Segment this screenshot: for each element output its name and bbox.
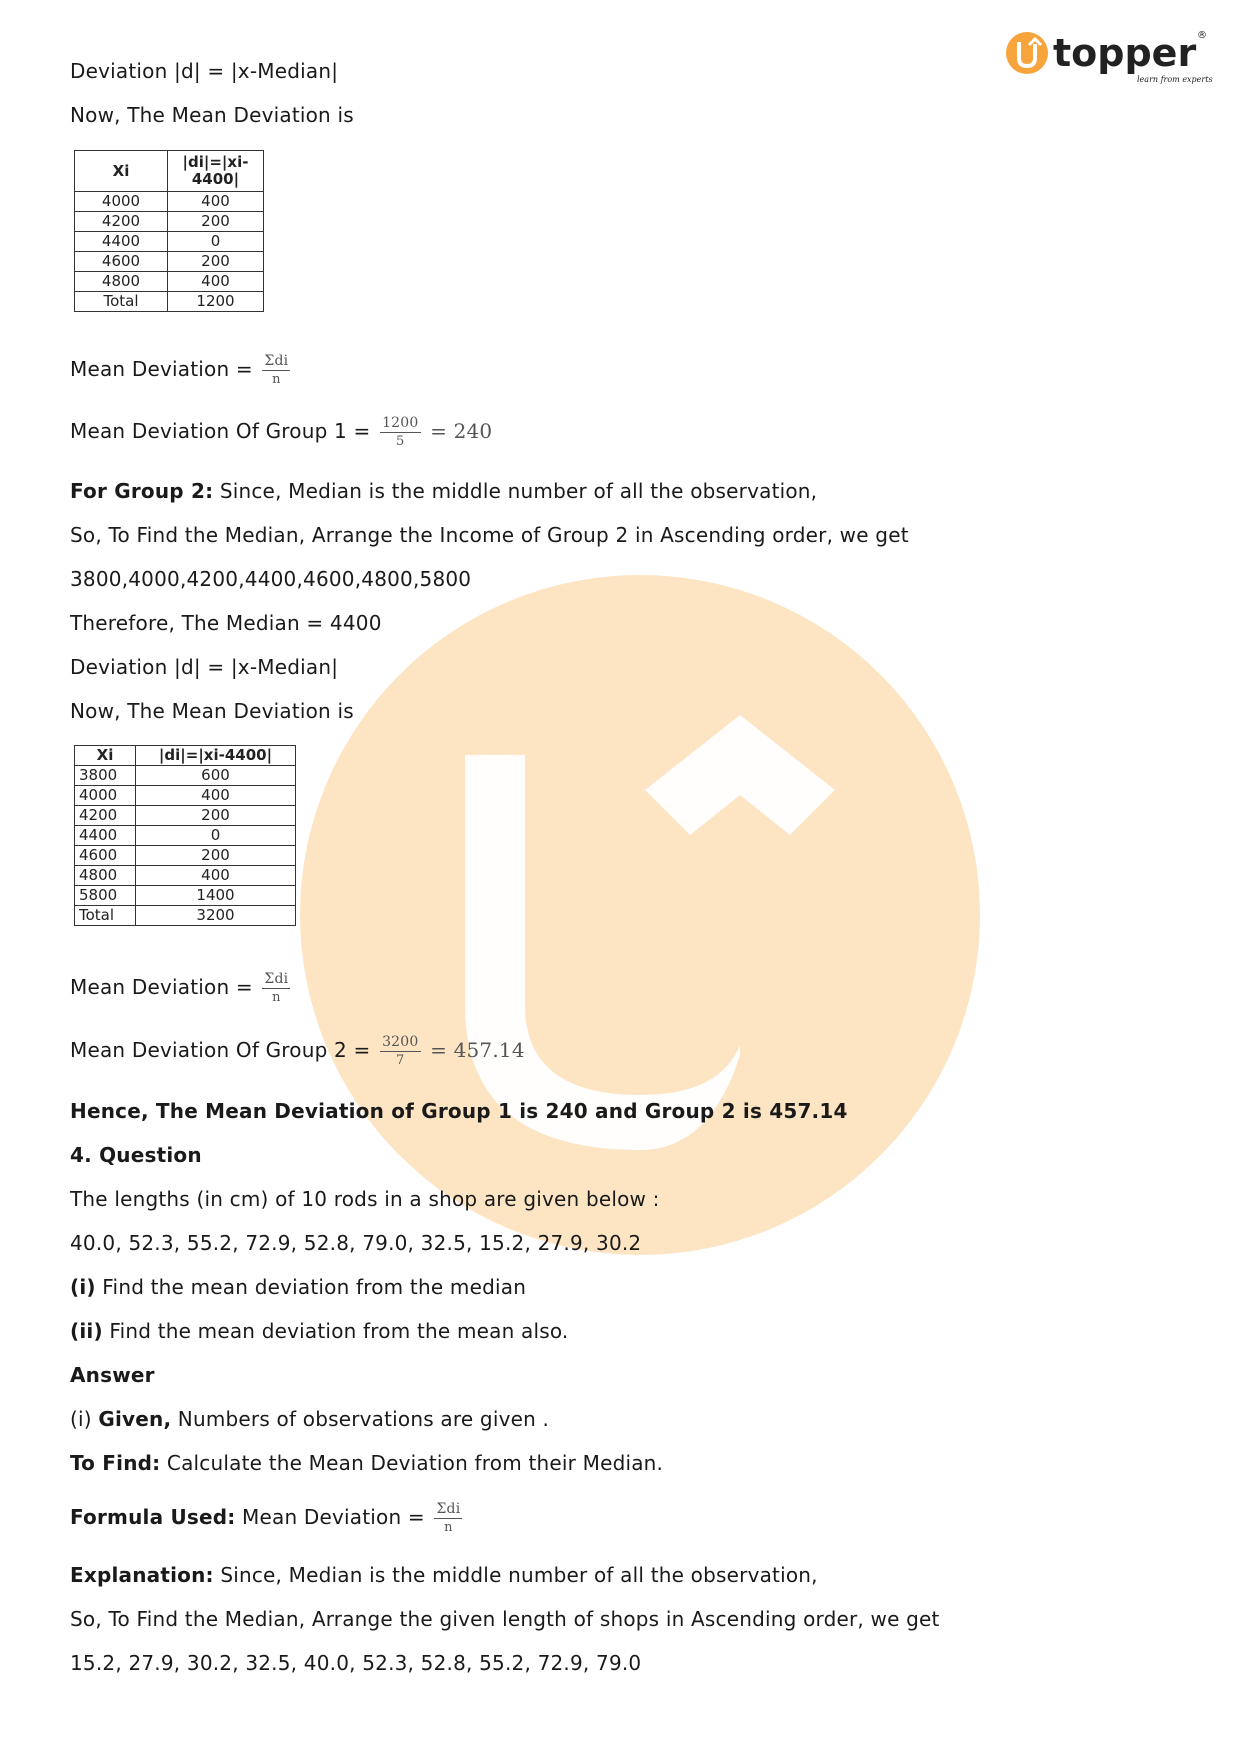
mean-deviation-intro-1: Now, The Mean Deviation is [70,103,354,127]
group2-fraction: $\frac{3200}{7}$ [382,1034,419,1068]
mean-deviation-intro-2: Now, The Mean Deviation is [70,699,354,723]
table-row [75,212,264,232]
table-cell: 400 [168,272,264,292]
group2-arrange: So, To Find the Median, Arrange the Income of Group 2 in Ascending order, we get [70,523,909,547]
mean-deviation-formula-2: Mean Deviation = $\frac{\text{Σdi}}{n}$ [70,971,289,1005]
table-cell: 4400 [75,232,168,252]
header-xi: Xi [75,151,168,192]
group1-table [74,150,264,312]
table-row [75,806,296,826]
table-cell: 200 [136,806,296,826]
table-cell: 600 [136,766,296,786]
table-cell: 4200 [75,212,168,232]
to-find-line: To Find: Calculate the Mean Deviation from their Median. [70,1451,664,1475]
table-cell: 0 [168,232,264,252]
formula-used-line: Formula Used: Mean Deviation = $\frac{\text{Σdi}}{n}$ [70,1501,461,1535]
table-row [75,866,296,886]
table-cell: 1200 [168,292,264,312]
question-heading: 4. Question [70,1143,202,1167]
group2-sequence: 3800,4000,4200,4400,4600,4800,5800 [70,567,472,591]
table-cell: 5800 [75,886,136,906]
table-cell: Total [75,906,136,926]
watermark-logo [300,575,980,1255]
table-cell: 400 [168,192,264,212]
table-cell: Total [75,292,168,312]
sorted-data-line: 15.2, 27.9, 30.2, 32.5, 40.0, 52.3, 52.8, 55.2, 72.9, 79.0 [70,1651,642,1675]
table-row [75,232,264,252]
table-cell: 3800 [75,766,136,786]
table-row [75,766,296,786]
table-row [75,846,296,866]
question-data: 40.0, 52.3, 55.2, 72.9, 52.8, 79.0, 32.5, 15.2, 27.9, 30.2 [70,1231,642,1255]
question-part-ii: (ii) Find the mean deviation from the mean also. [70,1319,569,1343]
deviation-definition-1: Deviation |d| = |x-Median| [70,59,339,83]
table-cell: 4600 [75,252,168,272]
table-cell: 4000 [75,786,136,806]
brand-tagline: learn from experts [1137,75,1213,84]
table-cell: 4800 [75,866,136,886]
table-cell: 200 [168,252,264,272]
table-cell: 0 [136,826,296,846]
group1-fraction: $\frac{1200}{5}$ [382,415,419,449]
table-cell: 4000 [75,192,168,212]
formula-fraction: $\frac{\text{Σdi}}{n}$ [264,971,289,1005]
group1-result: Mean Deviation Of Group 1 = $\frac{1200}{5}$ = 240 [70,415,493,449]
header-xi: Xi [75,746,136,766]
table-row [75,252,264,272]
table-cell: 400 [136,786,296,806]
table-cell: 400 [136,866,296,886]
table-row [75,786,296,806]
table-cell: 4600 [75,846,136,866]
table-cell: 200 [136,846,296,866]
given-line: (i) Given, Numbers of observations are given . [70,1407,550,1431]
group2-heading: For Group 2: Since, Median is the middle number of all the observation, [70,479,818,503]
deviation-definition-2: Deviation |d| = |x-Median| [70,655,339,679]
explanation-line: Explanation: Since, Median is the middle number of all the observation, [70,1563,818,1587]
arrange-line: So, To Find the Median, Arrange the given length of shops in Ascending order, we get [70,1607,940,1631]
answer-heading: Answer [70,1363,155,1387]
table-cell: 4400 [75,826,136,846]
formula-fraction: $\frac{\text{Σdi}}{n}$ [436,1501,461,1535]
group2-result: Mean Deviation Of Group 2 = $\frac{3200}{7}$ = 457.14 [70,1034,525,1068]
registered-mark: ® [1197,30,1207,41]
mean-deviation-formula-1: Mean Deviation = $\frac{\text{Σdi}}{n}$ [70,353,289,387]
table-cell: 4800 [75,272,168,292]
conclusion: Hence, The Mean Deviation of Group 1 is 240 and Group 2 is 457.14 [70,1099,848,1123]
table-header-row [75,151,264,192]
table-row [75,886,296,906]
table-header-row [75,746,296,766]
table-cell: 1400 [136,886,296,906]
question-part-i: (i) Find the mean deviation from the median [70,1275,527,1299]
group2-median: Therefore, The Median = 4400 [70,611,382,635]
group2-table [74,745,296,926]
table-row [75,906,296,926]
topper-logo [1005,28,1213,88]
table-row [75,292,264,312]
table-row [75,192,264,212]
formula-fraction: $\frac{\text{Σdi}}{n}$ [264,353,289,387]
header-di: |di|=|xi- 4400| [168,151,264,192]
table-row [75,826,296,846]
table-cell: 4200 [75,806,136,826]
table-cell: 200 [168,212,264,232]
header-di: |di|=|xi-4400| [136,746,296,766]
question-prompt: The lengths (in cm) of 10 rods in a shop are given below : [70,1187,660,1211]
table-row [75,272,264,292]
brand-name: topper [1053,31,1197,75]
table-cell: 3200 [136,906,296,926]
